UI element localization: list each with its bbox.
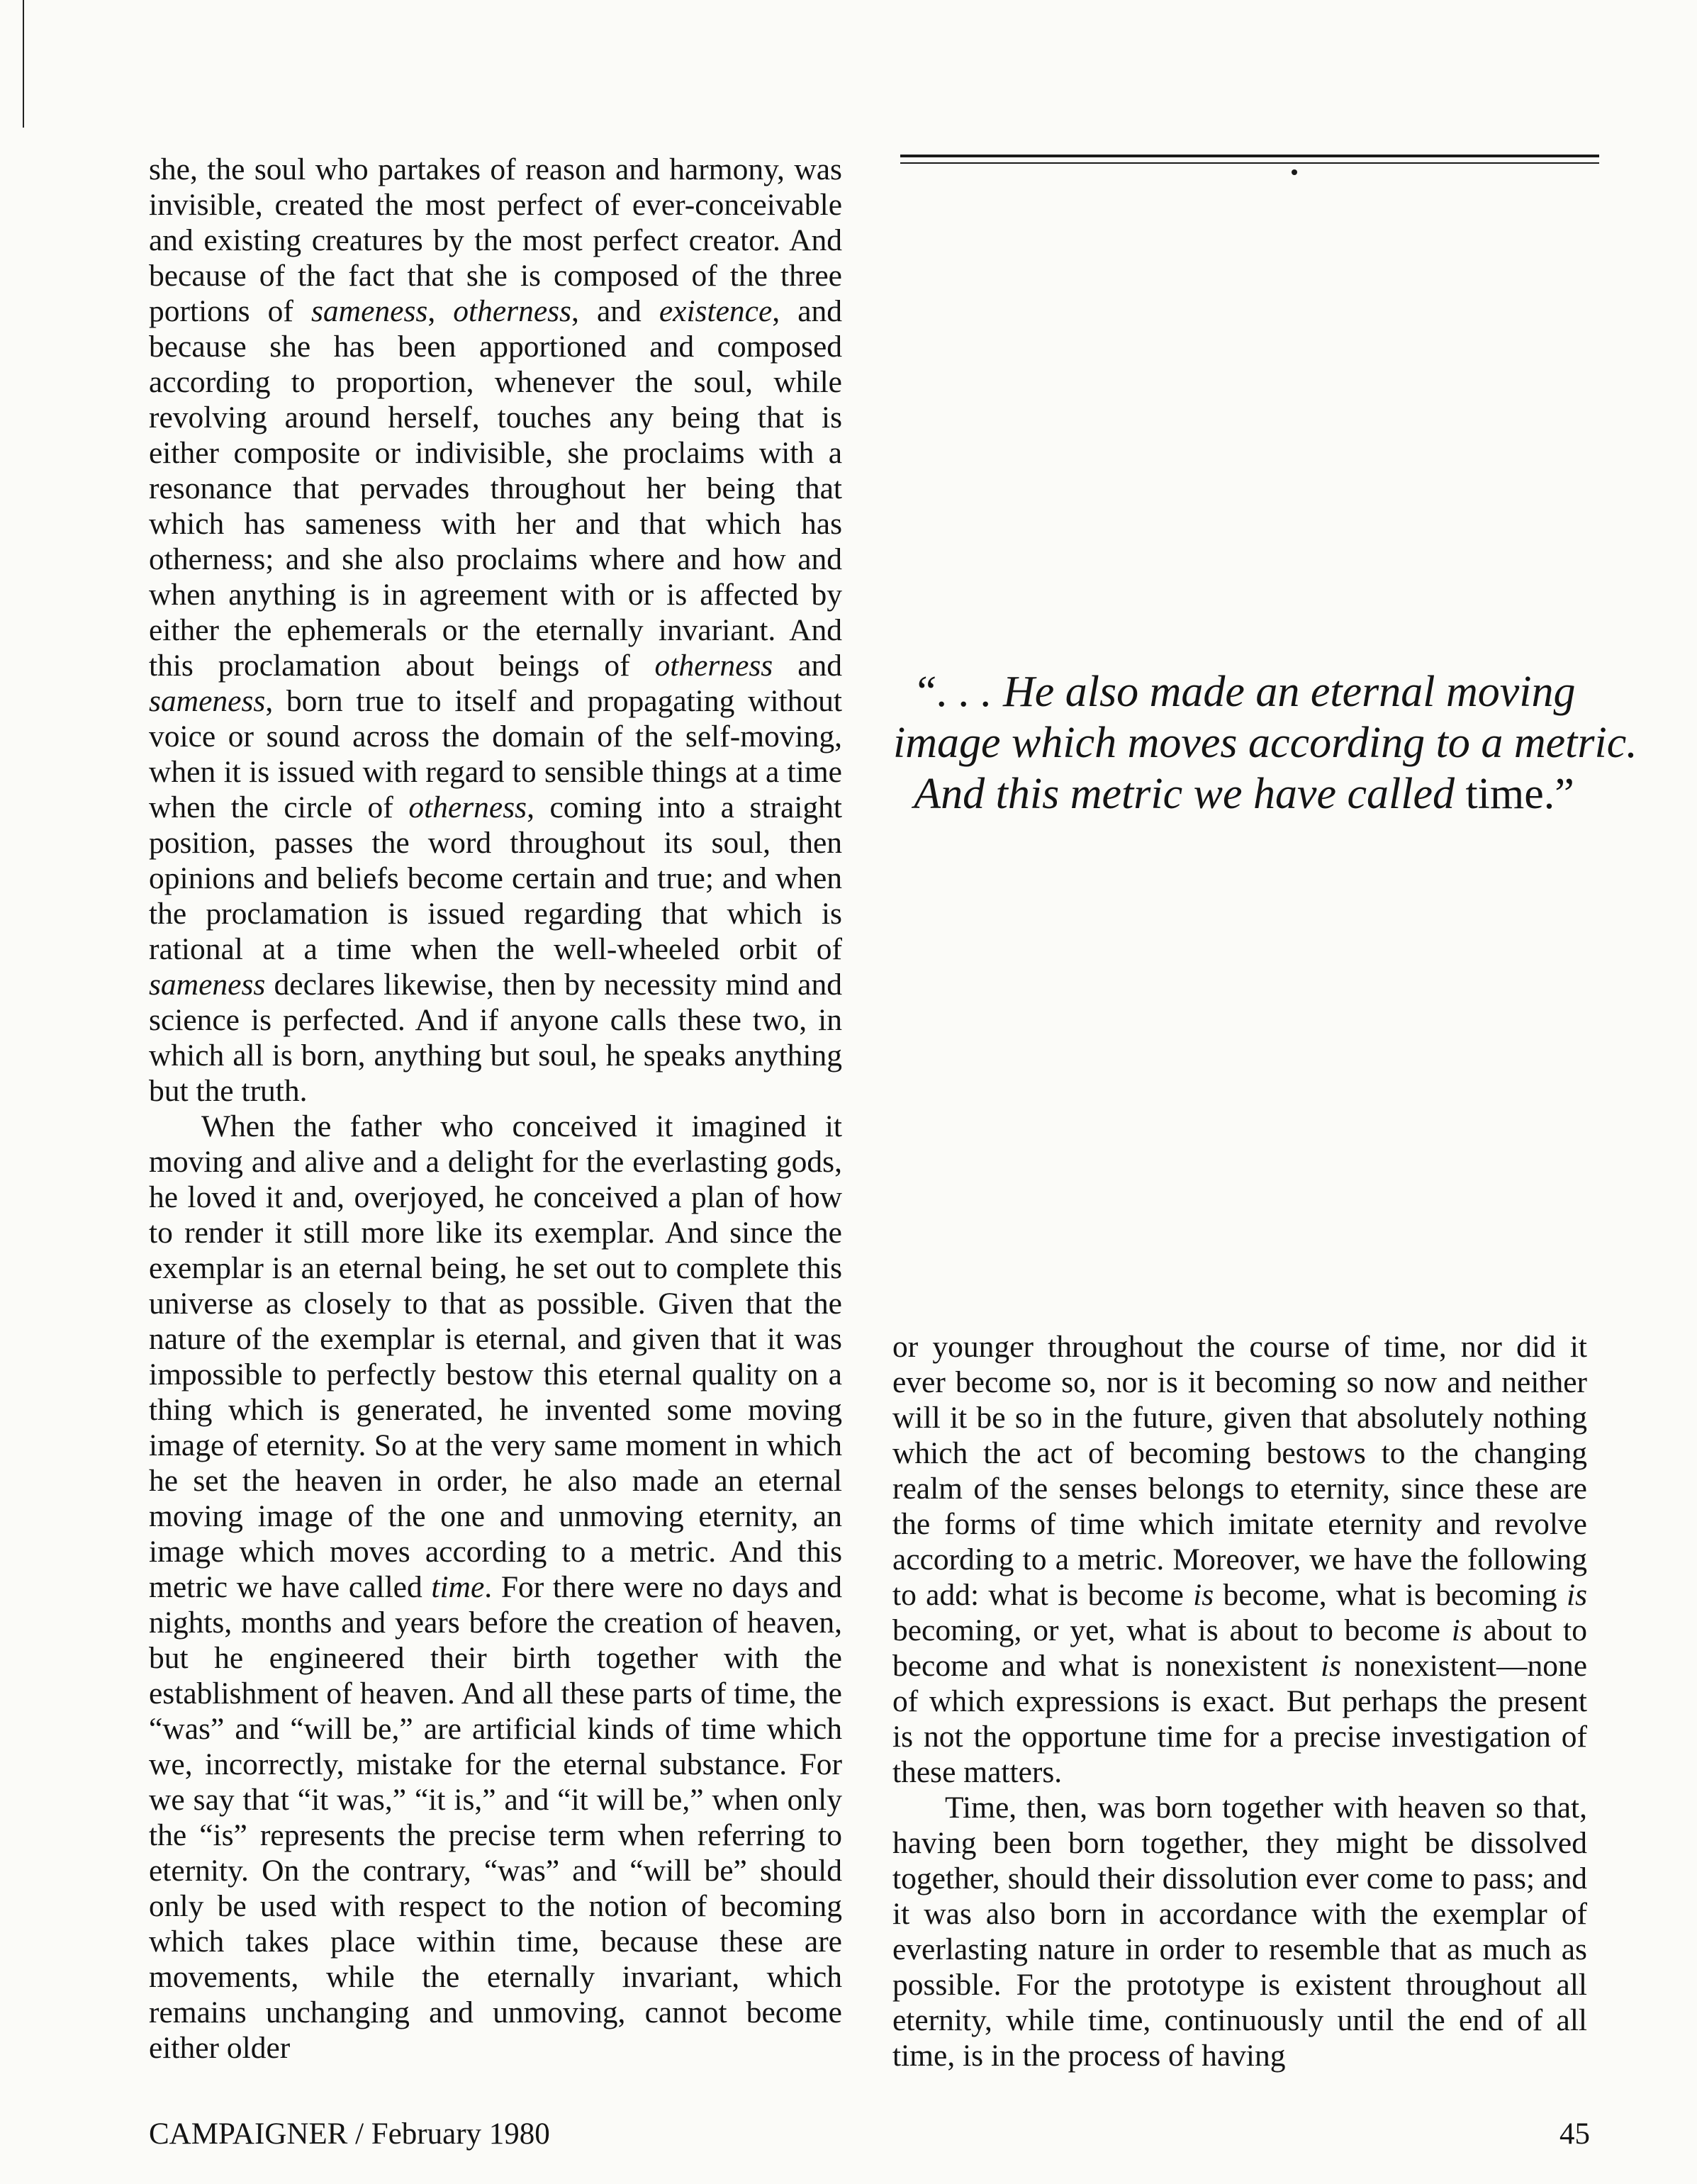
italic-term: is: [1193, 1578, 1214, 1612]
footer-publication: CAMPAIGNER / February 1980: [149, 2117, 550, 2151]
text-run: about to become and what is nonexistent: [892, 1613, 1587, 1683]
pull-quote-rule-thin: [900, 162, 1599, 164]
text-run: . For there were no days and nights, months and years before the creation of heaven, but he engineered their birth together with the establishment of heaven. And all these parts of time, the “was” and “will be,” are artificial kinds of time which we, incorrectly, mistake for the eternal substance. For we say that “it was,” “it is,” and “it will be,” when only the “is” represents the precise term when referring to eternity. On the contrary, “was” and “will be” should only be used with respect to the notion of becoming which takes place within time, because these are movements, while the eternally invariant, which remains unchanging and unmoving, cannot become either older: [149, 1570, 842, 2065]
italic-term: time: [431, 1570, 485, 1604]
text-run: ,: [427, 294, 454, 328]
text-run: Time, then, was born together with heaven so that, having been born together, they might be dissolved together, should their dissolution ever come to pass; and it was also born in accordance with the exemplar of everlasting nature in order to resemble that as much as possible. For the prototype is existent throughout all eternity, while time, continuously until the end of all time, is in the process of having: [892, 1791, 1587, 2073]
pull-quote-text: “. . . He also made an eternal moving: [912, 668, 1576, 716]
pull-quote-rule-ornament: [1292, 169, 1297, 175]
text-run: , and because she has been apportioned and composed according to proportion, whenever the soul, while revolving around herself, touches any being that is either composite or indivisible, she proclaims with a resonance that pervades throughout her being that which has sameness with her and that which has otherness; and she also proclaims where and how and when anything is in agreement with or is affected by either the ephemerals or the eternally invariant. And this proclamation about beings of: [149, 294, 843, 683]
pull-quote-line: [893, 768, 1595, 819]
italic-term: otherness: [453, 294, 572, 328]
text-run: , and: [571, 294, 659, 328]
italic-term: is: [1451, 1613, 1472, 1647]
text-run: nonexistent—none of which expressions is exact. But perhaps the present is not the opportune time for a precise investigation of these matters.: [892, 1649, 1588, 1789]
body-paragraph: [149, 1109, 842, 2066]
pull-quote-line: [893, 717, 1637, 768]
pull-quote-roman-word: time.”: [1465, 770, 1574, 818]
pull-quote-text: And this metric we have called: [914, 770, 1466, 818]
pull-quote: [893, 666, 1637, 819]
page-edge-mark: [23, 0, 24, 128]
text-run: declares likewise, then by necessity mind and science is perfected. And if anyone calls these two, in which all is born, anything but soul, he speaks anything but the truth.: [149, 968, 842, 1108]
italic-term: sameness: [149, 968, 266, 1002]
body-paragraph: [892, 1329, 1587, 1790]
text-run: When the father who conceived it imagined it moving and alive and a delight for the everlasting gods, he loved it and, overjoyed, he conceived a plan of how to render it still more like its exemplar. And since the exemplar is an eternal being, he set out to complete this universe as closely to that as possible. Given that the nature of the exemplar is eternal, and given that it was impossible to perfectly bestow this eternal quality on a thing which is generated, he invented some moving image of eternity. So at the very same moment in which he set the heaven in order, he also made an eternal moving image of the one and unmoving eternity, an image which moves according to a metric. And this metric we have called: [149, 1109, 842, 1604]
italic-term: otherness: [654, 649, 773, 683]
text-run: , born true to itself and propagating without voice or sound across the domain of the self-moving, when it is issued with regard to sensible things at a time when the circle of: [149, 684, 842, 824]
body-paragraph: [892, 1790, 1587, 2073]
pull-quote-line: [893, 666, 1595, 717]
italic-term: sameness: [310, 294, 428, 328]
italic-term: is: [1321, 1649, 1342, 1683]
text-run: , coming into a straight position, passes the word throughout its soul, then opinions and beliefs become certain and true; and when the proclamation is issued regarding that which is rational at a time when the well-wheeled orbit of: [149, 790, 842, 966]
page-number: 45: [1559, 2117, 1590, 2151]
italic-term: otherness: [408, 790, 527, 824]
pull-quote-rule-thick: [900, 155, 1599, 157]
right-text-column: [892, 1329, 1587, 2073]
text-run: become, what is becoming: [1214, 1578, 1567, 1612]
text-run: becoming, or yet, what is about to become: [892, 1613, 1452, 1647]
italic-term: sameness: [149, 684, 266, 718]
italic-term: existence: [659, 294, 773, 328]
text-run: and: [773, 649, 842, 683]
left-text-column: [149, 152, 842, 2066]
text-run: or younger throughout the course of time, nor did it ever become so, nor is it becoming so now and neither will it be so in the future, given that absolutely nothing which the act of becoming bestows to the changing realm of the senses belongs to eternity, since these are the forms of time which imitate eternity and revolve according to a metric. Moreover, we have the following to add: what is become: [892, 1330, 1587, 1612]
italic-term: is: [1566, 1578, 1587, 1612]
pull-quote-text: image which moves according to a metric.: [893, 719, 1637, 767]
text-run: she, the soul who partakes of reason and harmony, was invisible, created the most perfect of ever-conceivable and existing creatures by the most perfect creator. And because of the fact that she is composed of the three portions of: [149, 152, 842, 328]
body-paragraph: [149, 152, 842, 1109]
